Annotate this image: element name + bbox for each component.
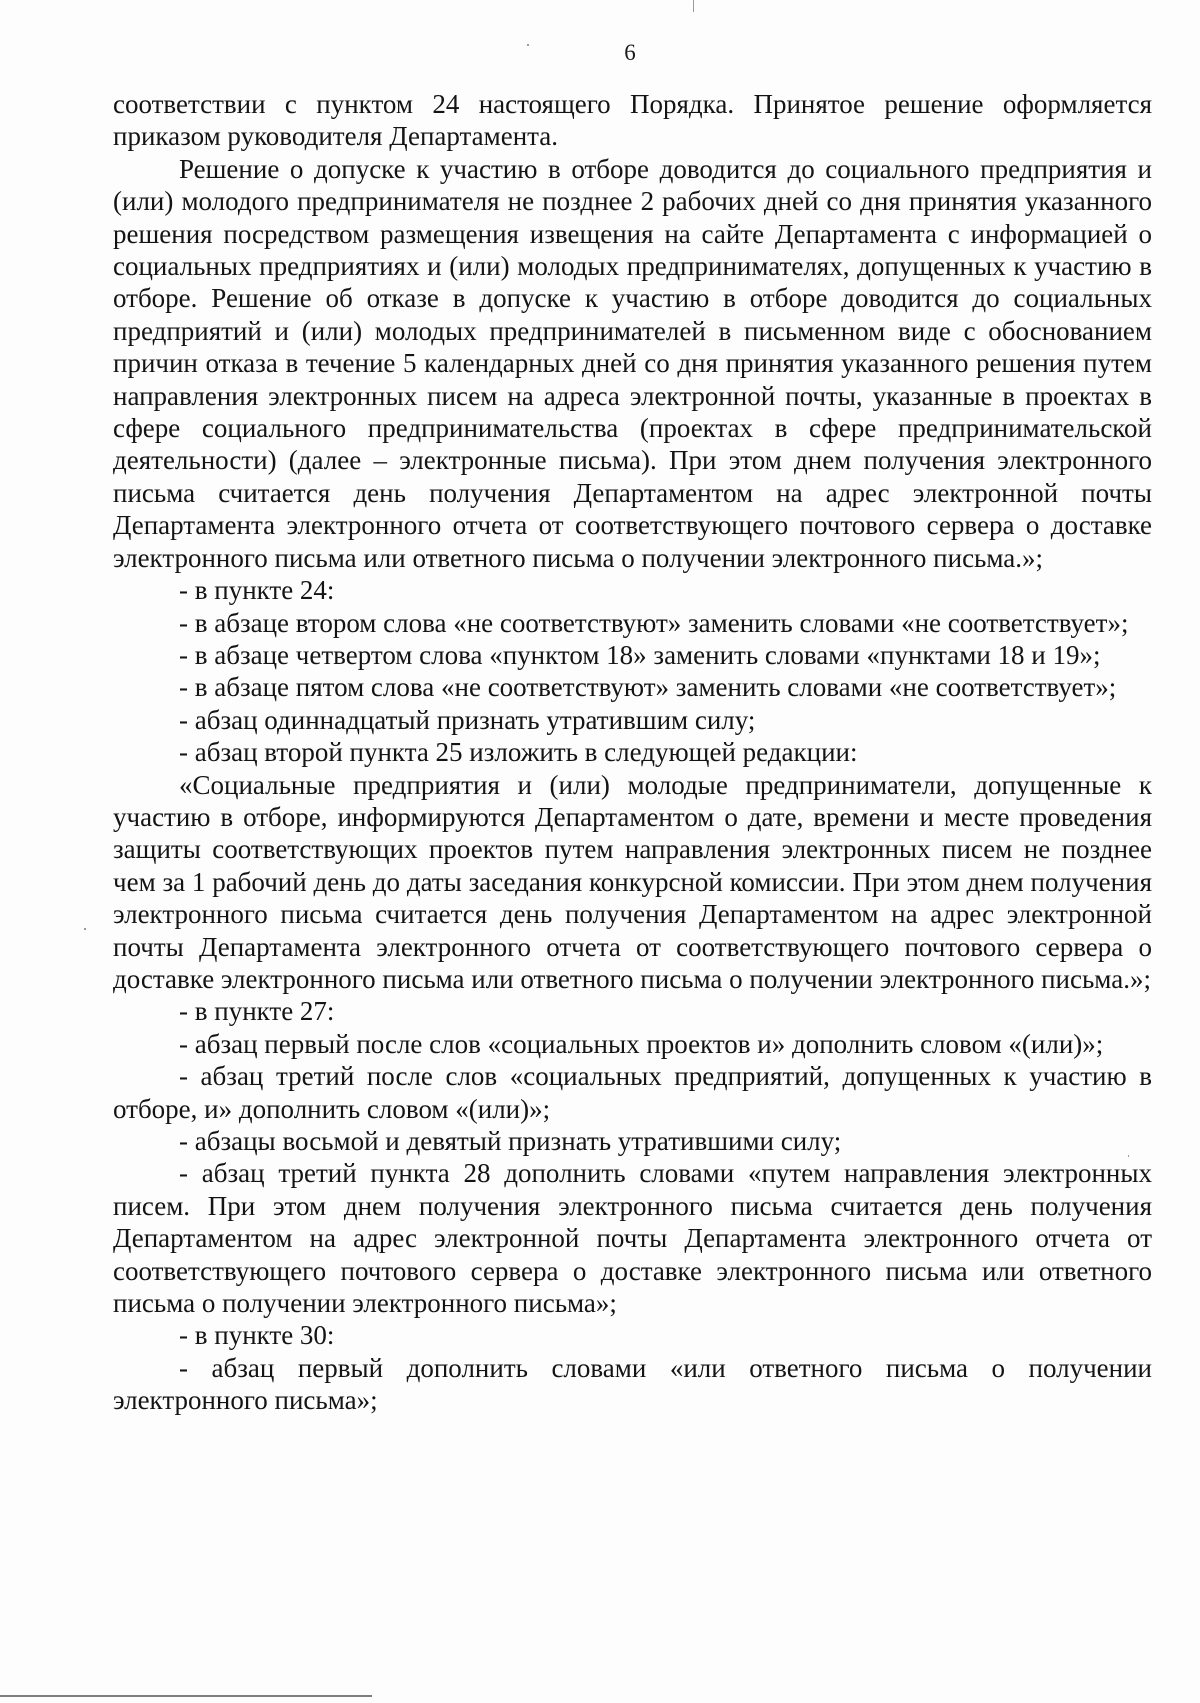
list-item: - в абзаце втором слова «не соответствуют» заменить словами «не соответствует»;: [179, 607, 1129, 638]
list-item: - абзац первый после слов «социальных проектов и» дополнить словом «(или)»;: [179, 1028, 1104, 1059]
list-item: - в абзаце четвертом слова «пунктом 18» заменить словами «пунктами 18 и 19»;: [179, 639, 1101, 670]
list-item: - абзац третий после слов «социальных предприятий, допущенных к участию в отборе, и» дополнить словом «(или)»;: [113, 1061, 1152, 1124]
page-number: 6: [624, 40, 636, 65]
quoted-paragraph: «Социальные предприятия и (или) молодые предприниматели, допущенные к участию в отборе, информируются Департаментом о дате, времени и месте проведения защиты соответствующих проектов путем направления электронных писем не позднее чем за 1 рабочий день до даты заседания конкурсной комиссии. При этом днем получения электронного письма считается день получения Департаментом на адрес электронной почты Департамента электронного отчета от соответствующего почтового сервера о доставке электронного письма или ответного письма о получении электронного письма.»;: [113, 769, 1152, 994]
list-item: - в абзаце пятом слова «не соответствуют» заменить словами «не соответствует»;: [179, 672, 1117, 703]
list-item: - в пункте 24:: [179, 575, 335, 606]
list-item: - в пункте 30:: [179, 1320, 335, 1351]
scan-artifact: [1128, 1155, 1129, 1157]
bottom-rule: [0, 1695, 372, 1697]
list-item: - абзац второй пункта 25 изложить в следующей редакции:: [179, 737, 858, 768]
paragraph: соответствии с пунктом 24 настоящего Порядка. Принятое решение оформляется приказом руководителя Департамента.: [113, 89, 1152, 152]
list-item: - абзац одиннадцатый признать утратившим силу;: [179, 704, 756, 735]
list-item: - в пункте 27:: [179, 996, 335, 1027]
scan-artifact: [693, 0, 694, 12]
list-item: - абзац первый дополнить словами «или ответного письма о получении электронного письма»;: [113, 1352, 1152, 1416]
list-item: - абзацы восьмой и девятый признать утратившими силу;: [179, 1126, 842, 1156]
list-item: - абзац третий пункта 28 дополнить словами «путем направления электронных писем. При этом днем получения электронного письма считается день получения Департаментом на адрес электронной почты Департамента электронного отчета от соответствующего почтового сервера о доставке электронного письма или ответного письма о получении электронного письма»;: [113, 1158, 1152, 1319]
document-body: [113, 88, 1152, 1417]
scan-artifact: [84, 928, 86, 930]
paragraph: Решение о допуске к участию в отборе доводится до социального предприятия и (или) молодого предпринимателя не позднее 2 рабочих дней со дня принятия указанного решения посредством размещения извещения на сайте Департамента с информацией о социальных предприятиях и (или) молодых предпринимателях, допущенных к участию в отборе. Решение об отказе в допуске к участию в отборе доводится до социальных предприятий и (или) молодых предпринимателей в письменном виде с обоснованием причин отказа в течение 5 календарных дней со дня принятия указанного решения путем направления электронных писем на адреса электронной почты, указанные в проектах в сфере социального предпринимательства (проектах в сфере предпринимательской деятельности) (далее – электронные письма). При этом днем получения электронного письма считается день получения Департаментом на адрес электронной почты Департамента электронного отчета от соответствующего почтового сервера о доставке электронного письма или ответного письма о получении электронного письма.»;: [113, 153, 1152, 573]
scan-artifact: [527, 44, 529, 46]
